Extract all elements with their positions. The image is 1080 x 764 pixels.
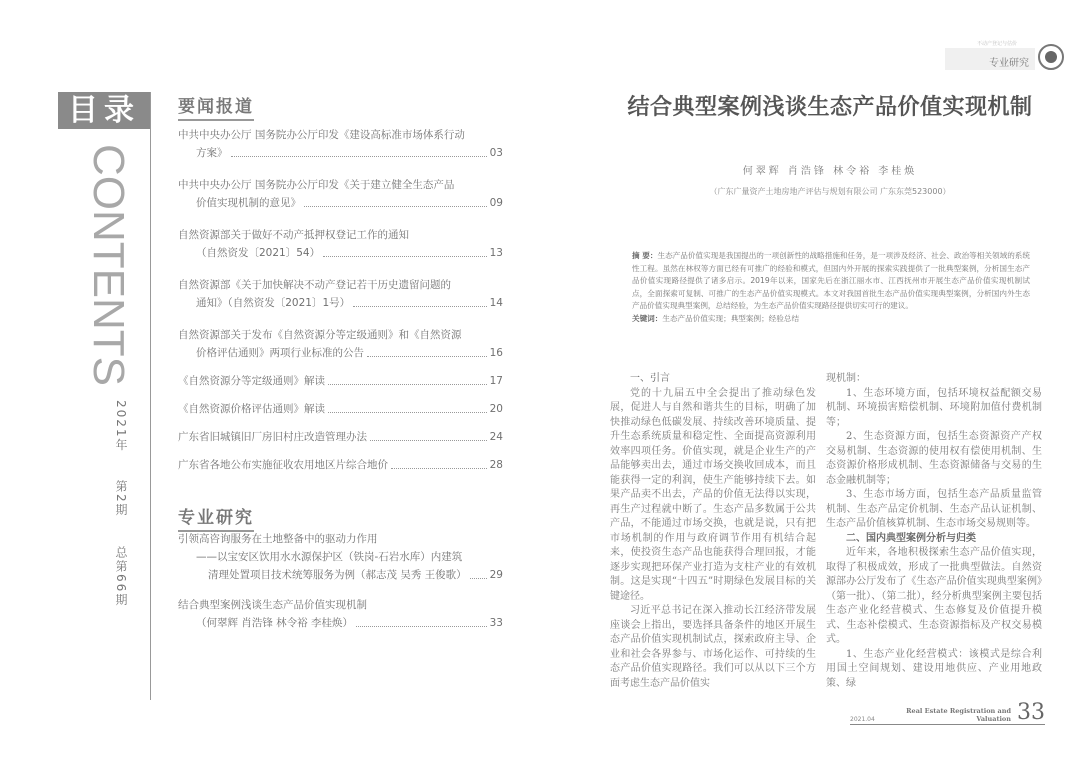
section-heading: 一、引言 <box>630 373 670 384</box>
toc-entry-text: 广东省旧城镇旧厂房旧村庄改造管理办法 <box>178 431 367 443</box>
toc-entry[interactable] <box>178 226 503 262</box>
toc-entry-text: 自然资源部《关于加快解决不动产登记若干历史遗留问题的 <box>178 279 451 291</box>
issue-total: 总第66期 <box>114 545 128 608</box>
leader-dots <box>356 614 487 627</box>
toc-entry[interactable] <box>178 428 503 446</box>
toc-page-number: 09 <box>489 197 503 209</box>
issue-info <box>113 400 130 629</box>
page-footer <box>850 700 1045 725</box>
paragraph: 现机制： <box>826 373 866 384</box>
toc-page-number: 24 <box>489 431 503 443</box>
toc-entry-text: 自然资源部关于发布《自然资源分等定级通则》和《自然资源 <box>178 329 462 341</box>
leader-dots <box>353 294 486 307</box>
paragraph: 党的十九届五中全会提出了推动绿色发展，促进人与自然和谐共生的目标，明确了加快推动绿色低碳发展、持续改善环境质量、提升生态系统质量和稳定性、全面提高资源利用效率四项任务。价值实现，就是企业生产的产品能够卖出去，通过市场交换收回成本，而且能获得一定的利润，使生产能够持续下去。如果产品卖不出去，产品的价值无法得以实现，再生产过程就中断了。生态产品多数属于公共产品，不能通过市场交换，也就是说，只有把市场机制的作用与政府调节作用有机结合起来，使投资生态产品也能获得合理回报，才能逐步实现把环保产业打造为支柱产业的有效机制。这是实现“十四五”时期绿色发展目标的关键途径。 <box>610 387 816 602</box>
article-affiliation: （广东广量资产土地房地产评估与规划有限公司 广东东莞523000） <box>709 187 951 196</box>
article-title: 结合典型案例浅谈生态产品价值实现机制 <box>627 94 1033 120</box>
toc-page-number: 14 <box>489 297 503 309</box>
paragraph: 1、生态环境方面，包括环境权益配额交易机制、环境损害赔偿机制、环境附加值付费机制等； <box>826 387 1042 428</box>
paragraph: 2、生态资源方面，包括生态资源资产产权交易机制、生态资源的使用权有偿使用机制、生态资源价格形成机制、生态资源储备与交易的生态金融机制等； <box>826 431 1042 486</box>
toc-page-number: 03 <box>489 147 503 159</box>
toc-entry[interactable] <box>178 326 503 362</box>
journal-logo-icon <box>1038 44 1064 70</box>
toc-page-number: 13 <box>489 247 503 259</box>
header-small-text: 不动产登记与估价 <box>976 41 1017 47</box>
toc-entry[interactable] <box>178 400 503 418</box>
body-column-right <box>826 372 1042 691</box>
toc-page-number: 33 <box>489 617 503 629</box>
toc-entry-text: 方案》 <box>196 147 228 159</box>
toc-entry[interactable] <box>178 456 503 474</box>
header-section: 专业研究 <box>989 58 1029 69</box>
keywords-label: 关键词： <box>632 313 663 323</box>
issue-year: 2021年 <box>114 400 128 453</box>
toc-entry-text: 《自然资源价格评估通则》解读 <box>178 403 325 415</box>
section-heading: 要闻报道 <box>178 92 254 121</box>
toc-entry-text: 通知》（自然资发〔2021〕1号） <box>196 297 351 309</box>
leader-dots <box>304 194 487 207</box>
footer-journal: Real Estate Registration and Valuation <box>906 707 1011 723</box>
toc-page-number: 29 <box>489 569 503 581</box>
paragraph: 近年来，各地积极探索生态产品价值实现，取得了积极成效，形成了一批典型做法。自然资源部办公厅发布了《生态产品价值实现典型案例》（第一批）、（第二批），经分析典型案例主要包括生态产业化经营模式、生态修复及价值提升模式、生态补偿模式、生态资源指标及产权交易模式。 <box>826 547 1042 645</box>
toc-page-number: 20 <box>489 403 503 415</box>
toc-entry[interactable] <box>178 276 503 312</box>
leader-dots <box>231 144 487 157</box>
toc-entry-text: 结合典型案例浅谈生态产品价值实现机制 <box>178 599 367 611</box>
abstract-text: 生态产品价值实现是我国提出的一项创新性的战略措施和任务，是一项涉及经济、社会、政治等相关领域的系统性工程。虽然在林权等方面已经有可推广的经验和模式，但国内外开展的探索实践提供了一批典型案例，分析国生态产品价值实现路径提供了诸多启示。2019年以来，国家先后在浙江丽水市、江西抚州市开展生态产品价值实现机制试点，全面探索可复制、可推广的生态产品价值实现模式。本文对我国首批生态产品价值实现典型案例，分析国内外生态产品价值实现典型案例，总结经验，为生态产品价值实现路径提供切实可行的建议。 <box>632 251 1030 310</box>
running-header <box>945 41 1035 70</box>
toc-entry-text: 清理处置项目技术统筹服务为例（郝志茂 吴秀 王俊歌） <box>208 569 467 581</box>
footer-date: 2021.04 <box>850 716 875 723</box>
contents-vertical-title <box>62 135 152 390</box>
issue-number: 第2期 <box>114 480 128 519</box>
toc-entry-text: （何翠辉 肖浩锋 林令裕 李桂焕） <box>196 617 354 629</box>
paragraph: 3、生态市场方面，包括生态产品质量监管机制、生态产品定价机制、生态产品认证机制、生态产品价值核算机制、生态市场交易规则等。 <box>826 489 1042 529</box>
toc-entry-text: 价格评估通则》两项行业标准的公告 <box>196 347 364 359</box>
leader-dots <box>328 372 487 385</box>
leader-dots <box>323 244 487 257</box>
toc-entry-text: （自然资发〔2021〕54） <box>196 247 321 259</box>
contents-label-block: 目录 <box>58 92 150 129</box>
toc-section-research <box>178 530 503 632</box>
leader-dots <box>470 566 487 579</box>
toc-entry-text: 引领高咨询服务在土地整备中的驱动力作用 <box>178 533 378 545</box>
paragraph: 1、生态产业化经营模式：该模式是综合利用国土空间规划、建设用地供应、产业用地政策、绿 <box>826 648 1042 689</box>
abstract <box>632 250 1030 325</box>
abstract-label: 摘 要： <box>632 251 658 260</box>
toc-entry[interactable] <box>178 176 503 212</box>
article-authors: 何翠辉 肖浩锋 林令裕 李桂焕 <box>742 166 918 177</box>
leader-dots <box>328 400 487 413</box>
toc-entry[interactable] <box>178 126 503 162</box>
leader-dots <box>391 456 487 469</box>
body-column-left <box>610 372 816 691</box>
toc-entry[interactable] <box>178 530 503 584</box>
leader-dots <box>370 428 487 441</box>
page-number: 33 <box>1017 700 1045 725</box>
leader-dots <box>367 344 487 357</box>
toc-entry-text: 价值实现机制的意见》 <box>196 197 301 209</box>
toc-entry-text: 中共中央办公厅 国务院办公厅印发《关于建立健全生态产品 <box>178 179 455 191</box>
toc-page-number: 28 <box>489 459 503 471</box>
section-heading: 二、国内典型案例分析与归类 <box>846 532 976 544</box>
toc-page-number: 17 <box>489 375 503 387</box>
toc-entry[interactable] <box>178 596 503 632</box>
paragraph: 习近平总书记在深入推动长江经济带发展座谈会上指出，要选择具备条件的地区开展生态产品价值实现机制试点，探索政府主导、企业和社会各界参与、市场化运作、可持续的生态产品价值实现路径。我们可以从以下三个方面考虑生态产品价值实 <box>610 605 816 689</box>
toc-entry-text: 广东省各地公布实施征收农用地区片综合地价 <box>178 459 388 471</box>
toc-page-number: 16 <box>489 347 503 359</box>
toc-entry-text: ——以宝安区饮用水水源保护区（铁岗-石岩水库）内建筑 <box>196 551 463 563</box>
section-heading: 专业研究 <box>178 503 254 532</box>
toc-entry-text: 《自然资源分等定级通则》解读 <box>178 375 325 387</box>
contents-word: CONTENTS <box>84 144 133 386</box>
keywords-text: 生态产品价值实现；典型案例；经验总结 <box>662 313 800 323</box>
toc-section-news <box>178 126 503 474</box>
toc-entry-text: 中共中央办公厅 国务院办公厅印发《建设高标准市场体系行动 <box>178 129 465 141</box>
toc-entry-text: 自然资源部关于做好不动产抵押权登记工作的通知 <box>178 229 409 241</box>
toc-entry[interactable] <box>178 372 503 390</box>
